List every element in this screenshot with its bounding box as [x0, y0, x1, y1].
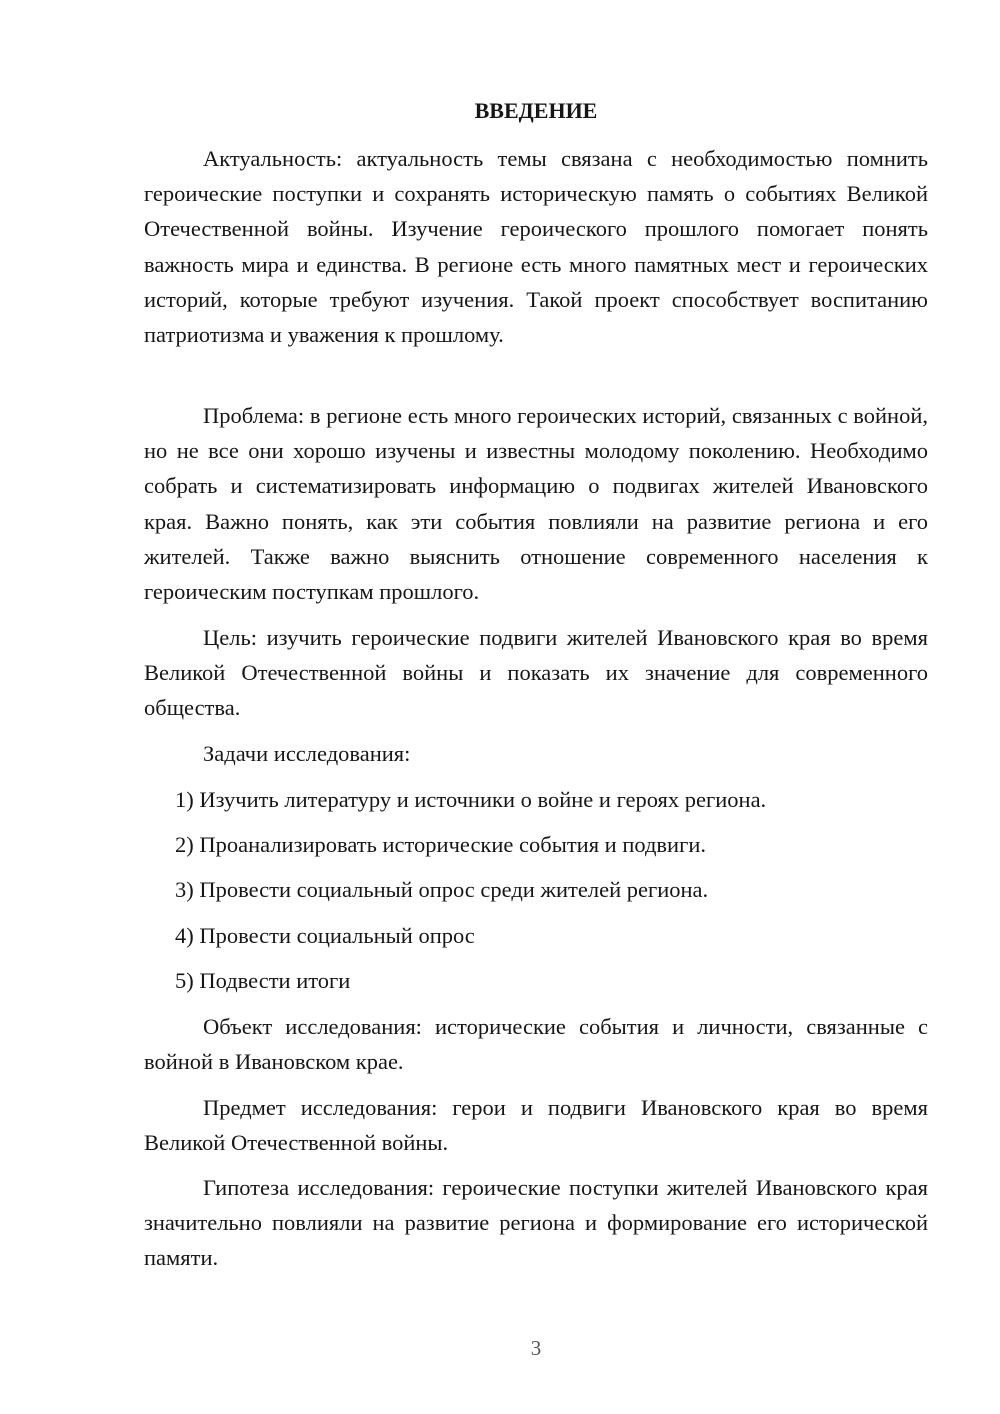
hypothesis-paragraph: Гипотеза исследования: героические поступки жителей Ивановского края значительно повлияли на развитие региона и формирование его исторической памяти.	[144, 1175, 928, 1271]
subject-paragraph: Предмет исследования: герои и подвиги Ивановского края во время Великой Отечественной войны.	[144, 1095, 928, 1156]
relevance-paragraph-block	[144, 141, 928, 352]
goal-paragraph-block	[144, 620, 928, 726]
problem-paragraph-block	[144, 398, 928, 609]
tasks-list-item-1	[144, 782, 928, 817]
tasks-list-item-5	[144, 963, 928, 998]
list-item: 4) Провести социальный опрос	[175, 923, 475, 948]
tasks-list-item-3	[144, 872, 928, 907]
list-item: 1) Изучить литературу и источники о войне и героях региона.	[175, 787, 767, 812]
tasks-list-item-4	[144, 918, 928, 953]
object-paragraph-block	[144, 1009, 928, 1079]
relevance-paragraph: Актуальность: актуальность темы связана с необходимостью помнить героические поступки и сохранять историческую память о событиях Великой Отечественной войны. Изучение героического прошлого помогает понять важность мира и единства. В регионе есть много памятных мест и героических историй, которые требуют изучения. Такой проект способствует воспитанию патриотизма и уважения к прошлому.	[144, 146, 928, 348]
tasks-heading-block	[144, 736, 928, 771]
list-item: 3) Провести социальный опрос среди жителей региона.	[175, 877, 709, 902]
object-paragraph: Объект исследования: исторические события и личности, связанные с войной в Ивановском крае.	[144, 1014, 928, 1075]
tasks-heading: Задачи исследования:	[203, 741, 411, 766]
subject-paragraph-block	[144, 1090, 928, 1160]
tasks-list-item-2	[144, 827, 928, 862]
hypothesis-paragraph-block	[144, 1170, 928, 1276]
problem-paragraph: Проблема: в регионе есть много героических историй, связанных с войной, но не все они хорошо изучены и известны молодому поколению. Необходимо собрать и систематизировать информацию о подвигах жителей Ивановского края. Важно понять, как эти события повлияли на развитие региона и его жителей. Также важно выяснить отношение современного населения к героическим поступкам прошлого.	[144, 403, 928, 605]
page-title: ВВЕДЕНИЕ	[474, 98, 598, 123]
goal-paragraph: Цель: изучить героические подвиги жителей Ивановского края во время Великой Отечественной войны и показать их значение для современного общества.	[144, 625, 928, 721]
list-item: 5) Подвести итоги	[175, 968, 351, 993]
page-number: 3	[530, 1336, 542, 1360]
list-item: 2) Проанализировать исторические события и подвиги.	[175, 832, 706, 857]
